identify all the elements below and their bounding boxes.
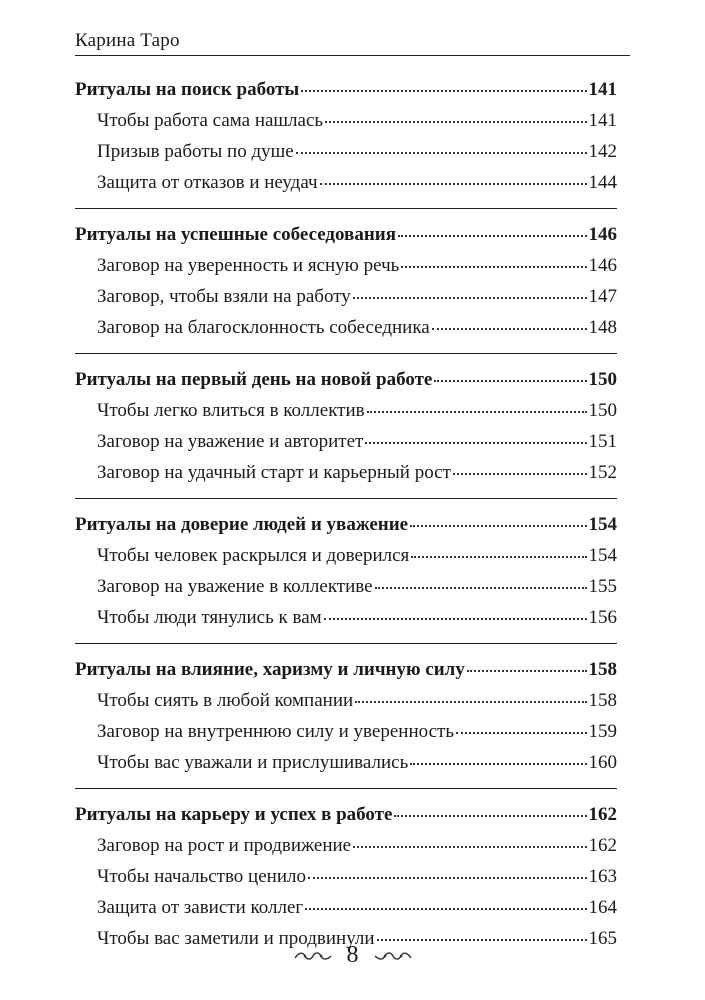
dot-leader [467,670,587,672]
dot-leader [456,732,587,734]
toc-entry-page: 165 [588,928,617,949]
toc-section [75,364,617,499]
toc-entry[interactable] [75,105,617,136]
toc-chapter-title: Ритуалы на карьеру и успех в работе [75,804,393,825]
toc-chapter-page: 141 [588,79,617,100]
toc-entry[interactable] [75,892,617,923]
toc-entry-page: 160 [588,752,617,773]
flourish-left-icon [293,949,333,963]
toc-entry-title: Чтобы сиять в любой компании [97,690,354,711]
toc-chapter-page: 154 [588,514,617,535]
toc-entry[interactable] [75,426,617,457]
toc-entry[interactable] [75,830,617,861]
toc-entry-page: 159 [588,721,617,742]
toc-entry-page: 152 [588,462,617,483]
toc-entry-title: Защита от отказов и неудач [97,172,318,193]
dot-leader [434,380,586,382]
dot-leader [353,297,587,299]
dot-leader [398,235,587,237]
toc-entry[interactable] [75,716,617,747]
toc-chapter[interactable] [75,654,617,685]
toc-entry-page: 146 [588,255,617,276]
toc-entry-title: Чтобы вас заметили и продвинули [97,928,375,949]
toc-entry-title: Заговор на внутреннюю силу и уверенность [97,721,454,742]
toc-entry-page: 155 [588,576,617,597]
toc-entry[interactable] [75,395,617,426]
toc-entry-title: Заговор на уважение в коллективе [97,576,373,597]
toc-entry-page: 142 [588,141,617,162]
toc-chapter[interactable] [75,509,617,540]
toc-entry[interactable] [75,571,617,602]
toc-entry[interactable] [75,602,617,633]
dot-leader [411,556,586,558]
toc-entry-page: 154 [588,545,617,566]
dot-leader [353,846,586,848]
toc-entry-page: 150 [588,400,617,421]
toc-chapter-title: Ритуалы на первый день на новой работе [75,369,433,390]
dot-leader [410,525,586,527]
toc-chapter-title: Ритуалы на успешные собеседования [75,224,396,245]
flourish-right-icon [373,949,413,963]
toc-entry-title: Заговор на уважение и авторитет [97,431,364,452]
dot-leader [432,328,587,330]
toc-entry[interactable] [75,861,617,892]
toc-chapter[interactable] [75,219,617,250]
dot-leader [308,877,587,879]
toc-section [75,509,617,644]
dot-leader [296,152,587,154]
toc-entry-page: 156 [588,607,617,628]
running-header [75,30,630,56]
toc-entry-page: 163 [588,866,617,887]
dot-leader [453,473,587,475]
dot-leader [305,908,586,910]
toc-entry-title: Чтобы легко влиться в коллектив [97,400,365,421]
toc-entry-title: Чтобы работа сама нашлась [97,110,324,131]
toc-chapter-page: 146 [588,224,617,245]
author-name: Карина Таро [75,30,180,51]
toc-chapter[interactable] [75,799,617,830]
toc-chapter-title: Ритуалы на поиск работы [75,79,300,100]
dot-leader [325,121,586,123]
toc-entry-page: 164 [588,897,617,918]
toc-entry-page: 147 [588,286,617,307]
toc-entry-page: 144 [588,172,617,193]
toc-entry-title: Чтобы люди тянулись к вам [97,607,322,628]
toc-chapter-title: Ритуалы на доверие людей и уважение [75,514,409,535]
dot-leader [365,442,586,444]
toc-section [75,74,617,209]
toc-chapter-page: 150 [588,369,617,390]
dot-leader [367,411,587,413]
dot-leader [324,618,587,620]
toc-entry[interactable] [75,281,617,312]
toc-entry-title: Защита от зависти коллег [97,897,304,918]
toc-entry-page: 148 [588,317,617,338]
dot-leader [301,90,586,92]
toc-chapter-page: 158 [588,659,617,680]
toc-entry[interactable] [75,457,617,488]
toc-chapter[interactable] [75,74,617,105]
dot-leader [377,939,587,941]
toc-entry-page: 158 [588,690,617,711]
toc-entry-title: Чтобы человек раскрылся и доверился [97,545,410,566]
toc-entry-title: Заговор на благосклонность собеседника [97,317,430,338]
dot-leader [394,815,586,817]
toc-entry[interactable] [75,685,617,716]
toc-chapter-page: 162 [588,804,617,825]
dot-leader [410,763,586,765]
toc-entry-title: Заговор, чтобы взяли на работу [97,286,351,307]
toc-entry-title: Заговор на удачный старт и карьерный рост [97,462,451,483]
toc-entry[interactable] [75,312,617,343]
toc-entry-page: 141 [588,110,617,131]
toc-entry[interactable] [75,250,617,281]
toc-entry-page: 151 [588,431,617,452]
dot-leader [355,701,586,703]
page-footer [0,942,705,969]
toc-entry-page: 162 [588,835,617,856]
toc-entry-title: Призыв работы по душе [97,141,294,162]
page-number: 8 [346,942,359,968]
dot-leader [320,183,587,185]
toc-section [75,654,617,789]
dot-leader [375,587,587,589]
toc-entry-title: Заговор на уверенность и ясную речь [97,255,400,276]
toc-chapter-title: Ритуалы на влияние, харизму и личную силу [75,659,465,680]
toc-section [75,219,617,354]
toc-section [75,799,617,964]
table-of-contents [75,74,617,974]
toc-entry[interactable] [75,136,617,167]
toc-entry-title: Чтобы вас уважали и прислушивались [97,752,409,773]
toc-entry-title: Чтобы начальство ценило [97,866,306,887]
toc-entry[interactable] [75,747,617,778]
toc-entry[interactable] [75,167,617,198]
toc-entry-title: Заговор на рост и продвижение [97,835,352,856]
dot-leader [401,266,586,268]
toc-entry[interactable] [75,540,617,571]
toc-chapter[interactable] [75,364,617,395]
